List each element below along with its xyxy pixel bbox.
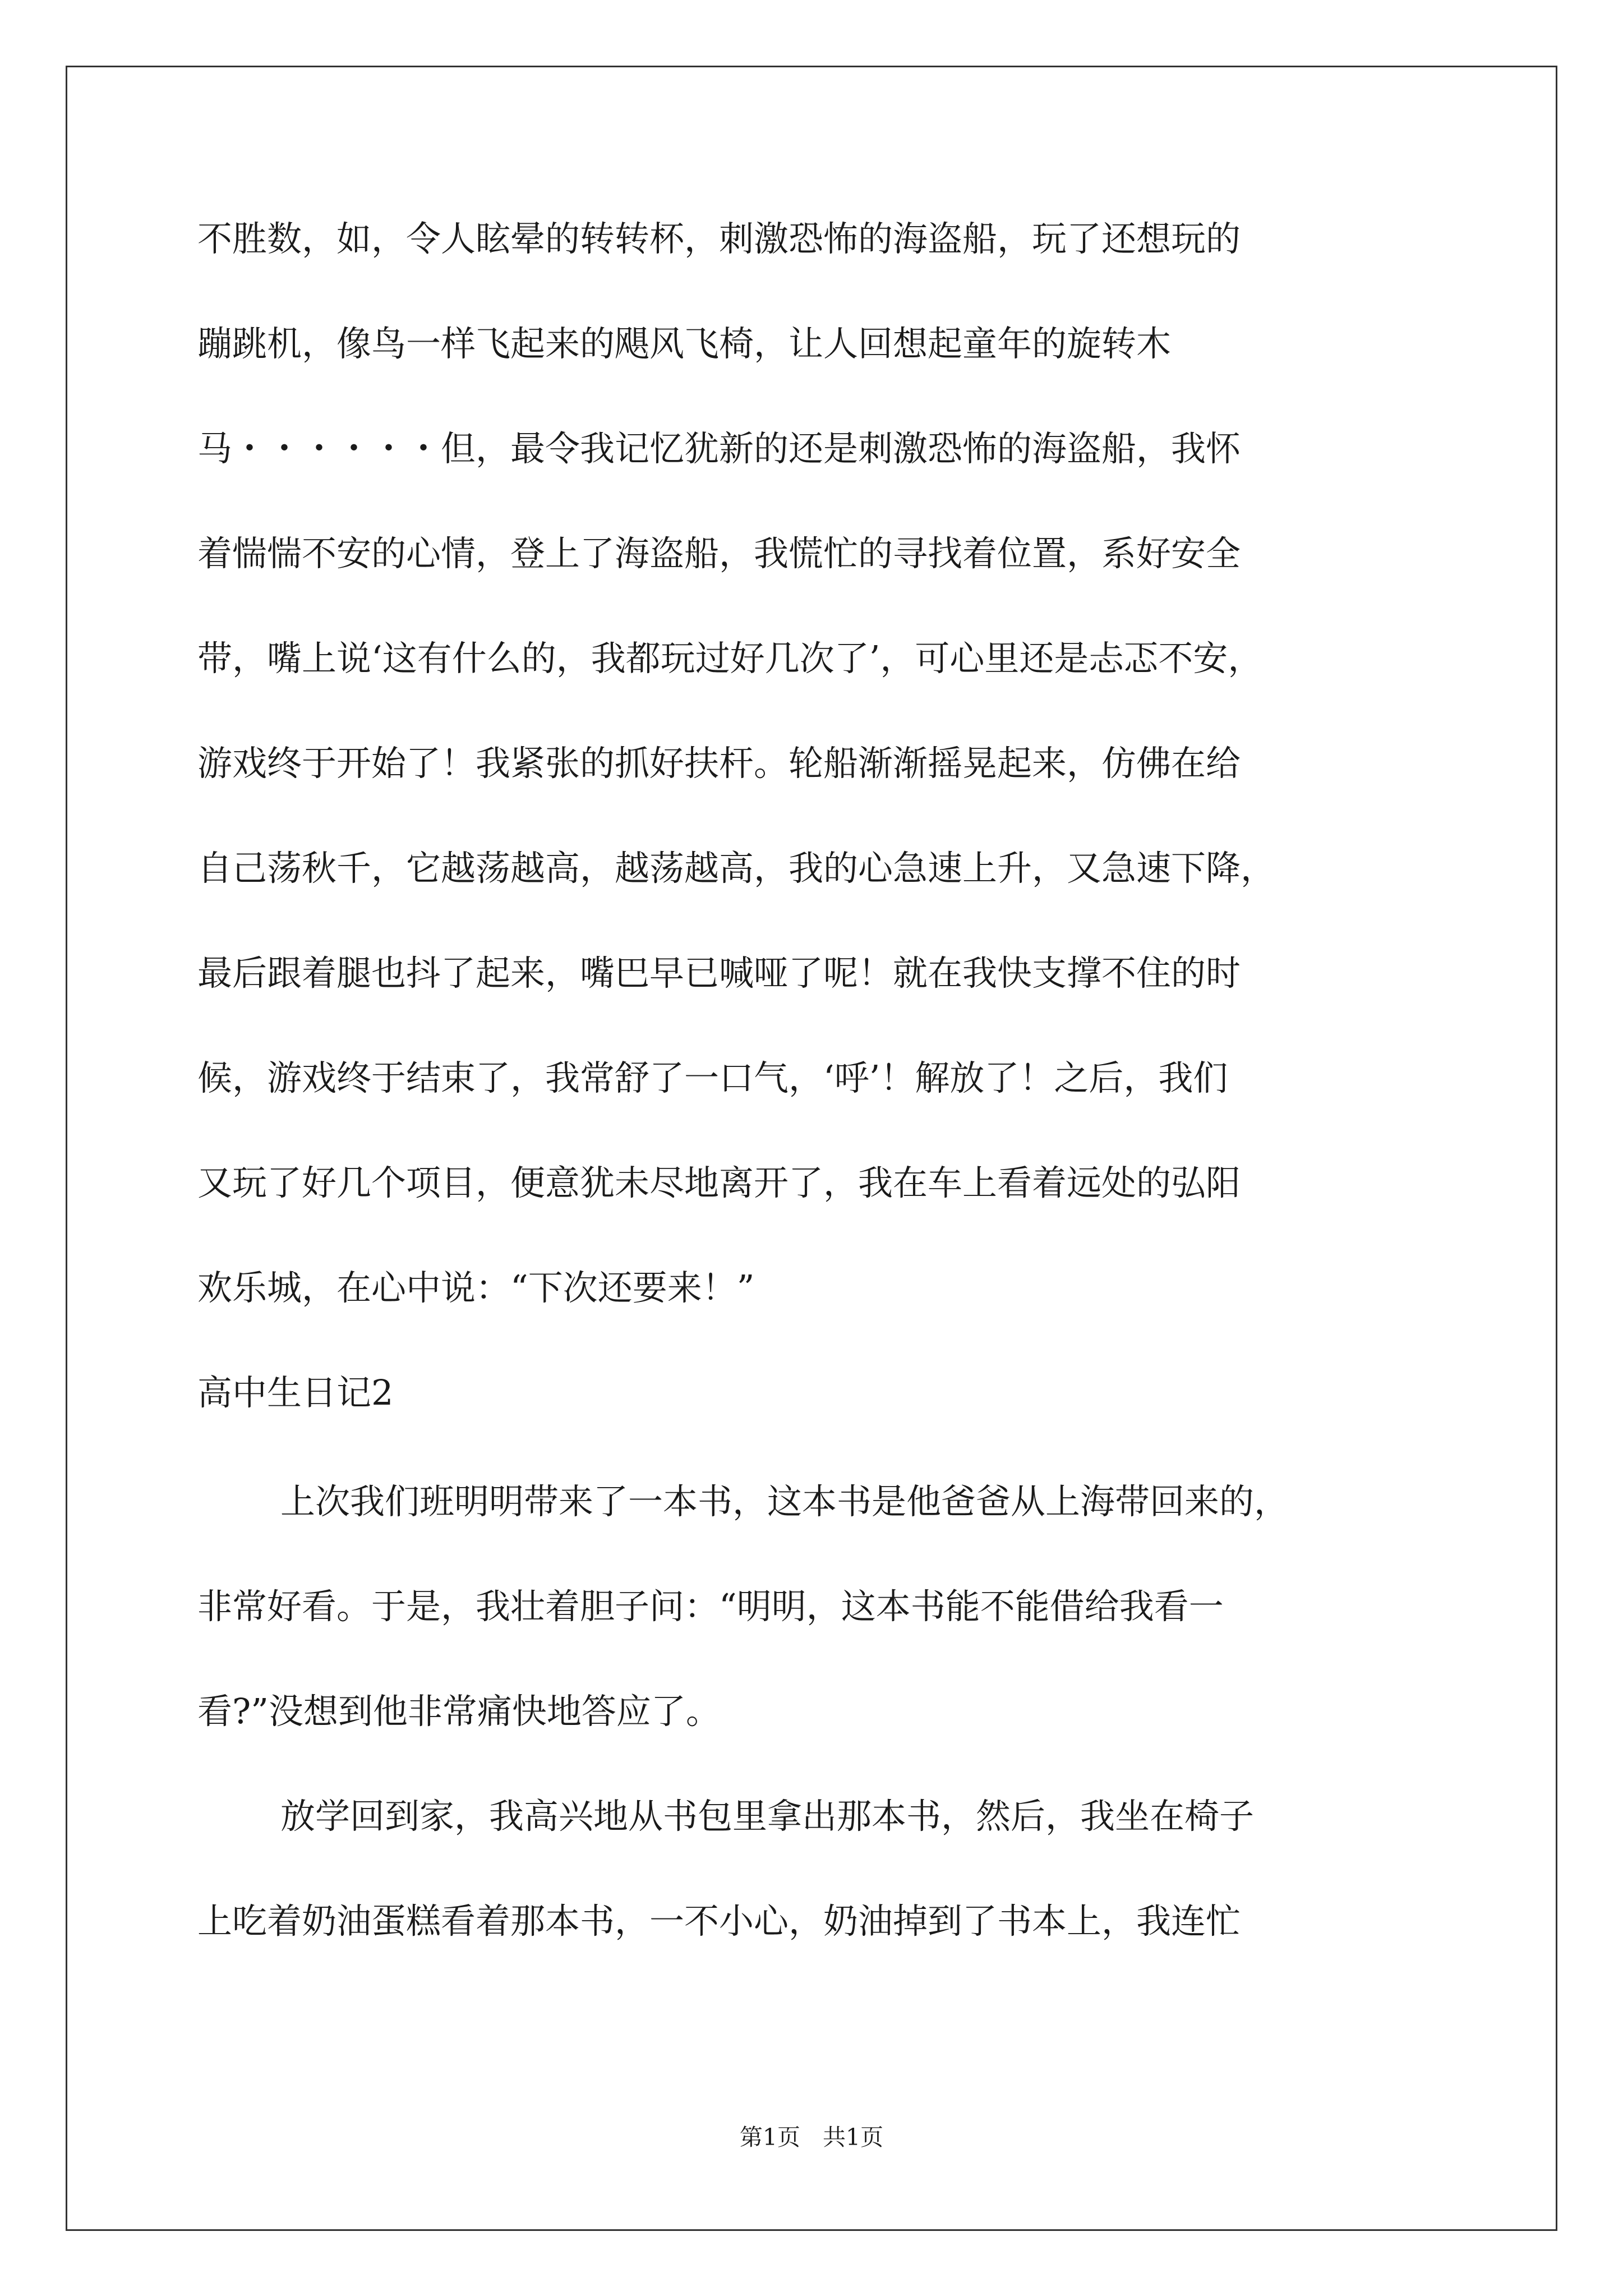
text-line: 着惴惴不安的心情，登上了海盗船，我慌忙的寻找着位置，系好安全 xyxy=(197,533,1241,574)
page-total: 共1页 xyxy=(823,2124,884,2151)
text-line: 马・・・・・・但，最令我记忆犹新的还是刺激恐怖的海盗船，我怀 xyxy=(197,428,1241,469)
text-line: 非常好看。于是，我壮着胆子问：“明明，这本书能不能借给我看一 xyxy=(197,1586,1224,1627)
paragraph-first-line: 放学回到家，我高兴地从书包里拿出那本书，然后，我坐在椅子 xyxy=(280,1796,1255,1837)
text-line: 最后跟着腿也抖了起来，嘴巴早已喊哑了呢！就在我快支撑不住的时 xyxy=(197,953,1241,993)
page-footer xyxy=(0,2125,1623,2150)
section-heading: 高中生日记2 xyxy=(197,1372,394,1413)
text-line: 看?”没想到他非常痛快地答应了。 xyxy=(197,1691,721,1732)
page-number: 第1页 xyxy=(739,2124,800,2151)
text-line: 上吃着奶油蛋糕看着那本书，一不小心，奶油掉到了书本上，我连忙 xyxy=(197,1901,1241,1941)
paragraph-first-line: 上次我们班明明带来了一本书，这本书是他爸爸从上海带回来的， xyxy=(280,1481,1289,1522)
text-line: 蹦跳机，像鸟一样飞起来的飓风飞椅，让人回想起童年的旋转木 xyxy=(197,323,1172,364)
text-line: 又玩了好几个项目，便意犹未尽地离开了，我在车上看着远处的弘阳 xyxy=(197,1162,1241,1203)
text-line: 带，嘴上说‘这有什么的，我都玩过好几次了’，可心里还是忐忑不安， xyxy=(197,638,1263,679)
text-line: 欢乐城，在心中说：“下次还要来！” xyxy=(197,1267,755,1308)
text-line: 自己荡秋千，它越荡越高，越荡越高，我的心急速上升，又急速下降， xyxy=(197,848,1276,889)
text-line: 不胜数，如，令人眩晕的转转杯，刺激恐怖的海盗船，玩了还想玩的 xyxy=(197,218,1241,259)
text-line: 游戏终于开始了！我紧张的抓好扶杆。轮船渐渐摇晃起来，仿佛在给 xyxy=(197,743,1241,784)
document-body xyxy=(197,218,1431,2009)
text-line: 候，游戏终于结束了，我常舒了一口气，‘呼’！解放了！之后，我们 xyxy=(197,1057,1228,1098)
